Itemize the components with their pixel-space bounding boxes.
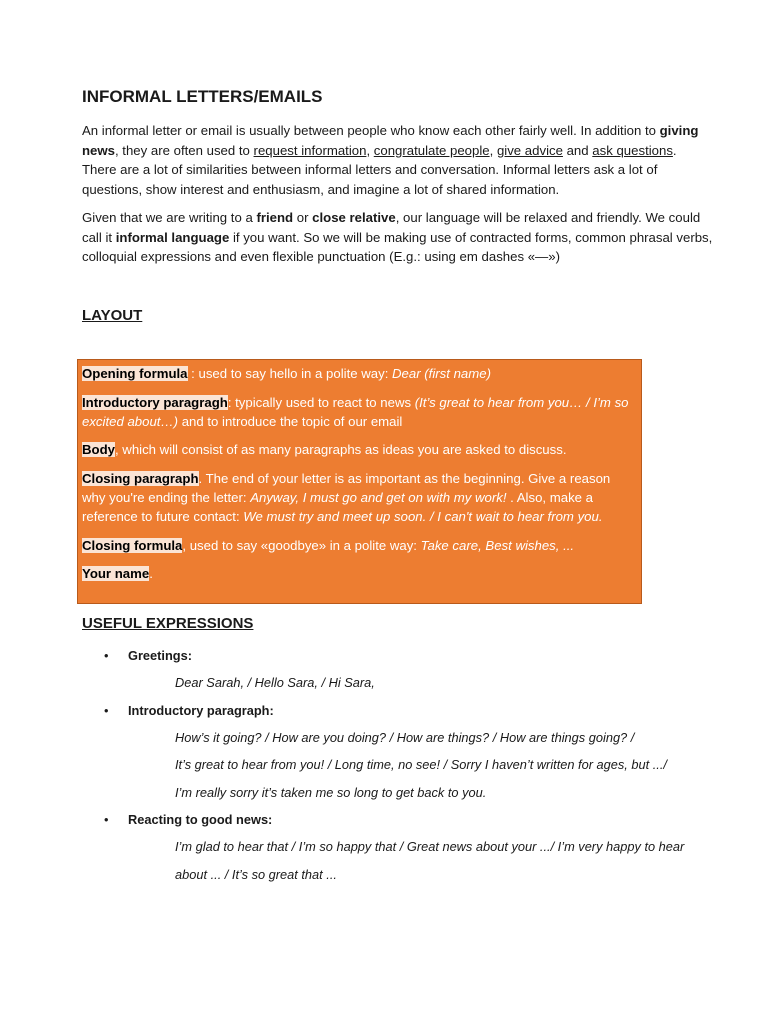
text: , which will consist of as many paragraphs as ideas you are asked to discuss. bbox=[114, 442, 567, 458]
example-line: I’m glad to hear that / I’m so happy that / Great news about your .../ I’m very happy to hear bbox=[175, 839, 685, 854]
text: : used to say hello in a polite way: bbox=[187, 366, 393, 381]
underlined-text: give advice bbox=[496, 142, 563, 158]
highlight-label: Body bbox=[82, 442, 115, 458]
example-text: Dear (first name) bbox=[392, 366, 491, 381]
body-row bbox=[82, 440, 637, 459]
example-line: Dear Sarah, / Hello Sara, / Hi Sara, bbox=[175, 675, 375, 690]
example-text: Take care, Best wishes, ... bbox=[420, 537, 575, 553]
bullet-icon: • bbox=[104, 702, 109, 718]
text: Given that we are writing to a bbox=[82, 210, 257, 225]
underlined-text: congratulate people bbox=[373, 142, 490, 158]
highlight-label: Closing formula bbox=[82, 537, 183, 553]
useful-expressions-heading: USEFUL EXPRESSIONS bbox=[82, 615, 254, 632]
closing-formula-row bbox=[82, 536, 637, 555]
intro-paragraph bbox=[82, 121, 714, 199]
example-line: It’s great to hear from you! / Long time, no see! / Sorry I haven’t written for ages, but .../ bbox=[175, 757, 667, 772]
highlight-label: Closing paragraph bbox=[82, 470, 199, 486]
highlight-label: Your name bbox=[82, 566, 150, 582]
bold-text: giving news bbox=[82, 123, 699, 158]
example-text: We must try and meet up soon. / I can't wait to hear from you. bbox=[243, 509, 603, 525]
layout-heading: LAYOUT bbox=[82, 307, 143, 324]
example-line: How’s it going? / How are you doing? / How are things? / How are things going? / bbox=[175, 729, 635, 745]
text: , they are often used to bbox=[114, 142, 254, 158]
text: : typically used to react to news bbox=[227, 394, 415, 410]
bold-text: informal language bbox=[115, 229, 230, 245]
text: , bbox=[489, 142, 497, 158]
list-item-introductory bbox=[82, 701, 714, 728]
page-title: INFORMAL LETTERS/EMAILS bbox=[82, 87, 323, 106]
text: and bbox=[562, 142, 593, 158]
text: , our language will be relaxed and friendly. We could call it bbox=[82, 210, 701, 245]
text: or bbox=[293, 210, 313, 225]
text: . There are a lot of similarities between informal letters and conversation. Informal letters ask a lot of questions, show interest and enthusiasm, and imagine a lot of shared information. bbox=[82, 142, 677, 197]
text: , bbox=[366, 142, 374, 158]
example-line: I’m really sorry it’s taken me so long to get back to you. bbox=[175, 784, 487, 800]
highlight-label: Introductory paragragh bbox=[82, 394, 228, 410]
language-paragraph bbox=[82, 208, 714, 267]
closing-paragraph-row bbox=[82, 469, 637, 527]
bullet-icon: • bbox=[104, 648, 109, 663]
list-item-label: Introductory paragraph: bbox=[128, 702, 274, 718]
highlight-label: Opening formula bbox=[82, 366, 188, 381]
bullet-icon: • bbox=[104, 812, 109, 827]
document bbox=[82, 86, 714, 882]
your-name-row bbox=[82, 564, 637, 583]
example-text: (It’s great to hear from you… / I’m so excited about…) bbox=[82, 394, 629, 429]
text: if you want. So we will be making use of contracted forms, common phrasal verbs, colloquial expressions and even flexible punctuation (E.g.: using em dashes «—») bbox=[82, 229, 713, 264]
list-item-label: Reacting to good news: bbox=[128, 812, 273, 827]
example-line: about ... / It’s so great that ... bbox=[175, 866, 337, 882]
text: An informal letter or email is usually between people who know each other fairly well. In addition to bbox=[82, 123, 660, 138]
example-text: Anyway, I must go and get on with my work! bbox=[250, 489, 507, 505]
text: , used to say «goodbye» in a polite way: bbox=[182, 537, 421, 553]
list-item-greetings bbox=[82, 646, 714, 673]
list-item-label: Greetings: bbox=[128, 648, 192, 663]
list-item-good-news bbox=[82, 810, 714, 837]
opening-formula-row bbox=[82, 364, 637, 383]
layout-box bbox=[77, 359, 642, 604]
text: . bbox=[149, 566, 153, 582]
text: and to introduce the topic of our email bbox=[178, 413, 403, 429]
text: . Also, make a reference to future contact: bbox=[82, 489, 593, 525]
bold-text: friend bbox=[256, 210, 294, 225]
underlined-text: request information bbox=[253, 142, 367, 158]
bold-text: close relative bbox=[312, 210, 396, 225]
text: . The end of your letter is as important as the beginning. Give a reason why you're ending the letter: bbox=[82, 470, 611, 505]
useful-expressions-list bbox=[82, 646, 714, 892]
underlined-text: ask questions bbox=[592, 142, 673, 158]
intro-paragraph-row bbox=[82, 393, 637, 431]
